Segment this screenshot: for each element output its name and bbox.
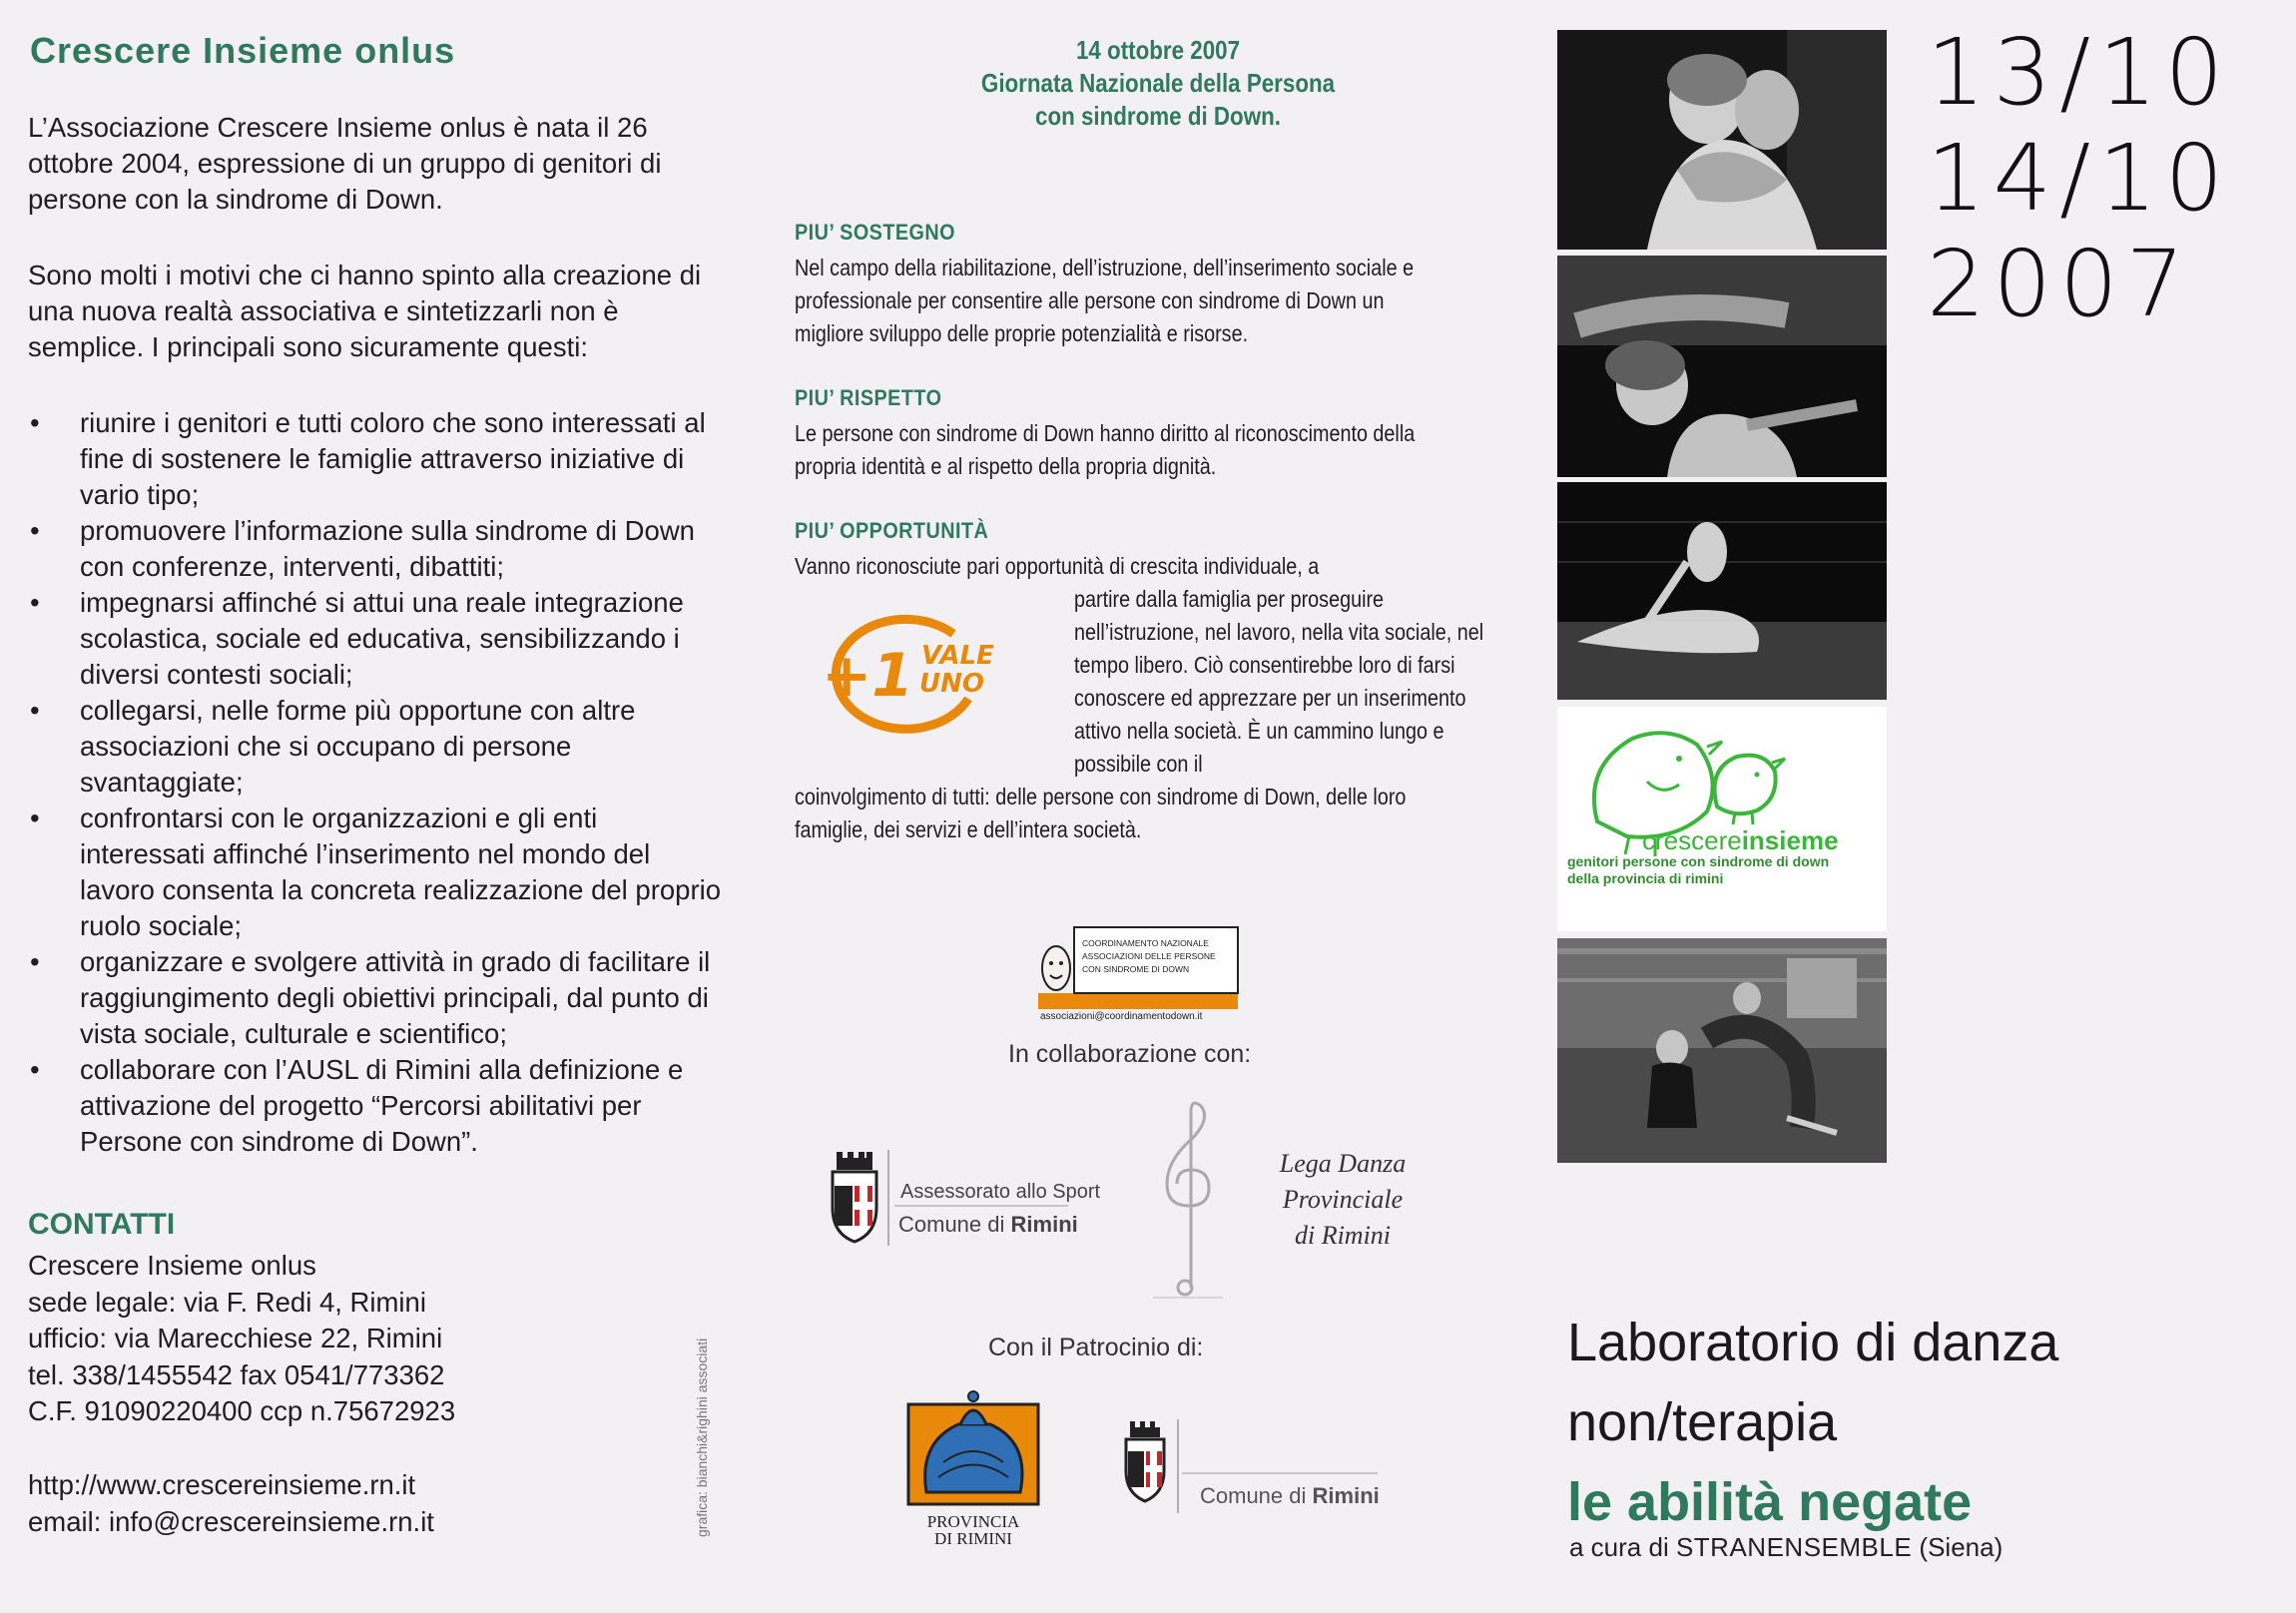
sport-line2: Comune di <box>898 1212 1011 1237</box>
crescere-insieme-logo <box>1557 707 1887 931</box>
graphics-credit: grafica: bianchi&righini associati <box>694 1338 710 1537</box>
contact-line: sede legale: via F. Redi 4, Rimini <box>28 1286 426 1318</box>
contact-line: C.F. 91090220400 ccp n.75672923 <box>28 1395 456 1426</box>
event-date: 14 ottobre 2007 <box>1075 35 1241 65</box>
comune-rimini-logo <box>1118 1417 1378 1517</box>
date-line: 14/10 <box>1927 125 2232 232</box>
comune-rimini-sport-logo <box>829 1146 1101 1256</box>
contacts-block <box>28 1248 455 1430</box>
middle-panel <box>759 0 1527 1613</box>
section-text-rispetto: Le persone con sindrome di Down hanno diritto al riconoscimento della propria identità e al rispetto della propria dignità. <box>795 420 1416 479</box>
title-line3: le abilità negate <box>1567 1472 1973 1532</box>
section-text-sostegno: Nel campo della riabilitazione, dell’istruzione, dell’inserimento sociale e professionale per consentire alle persone con sindrome di Down un migliore sviluppo delle proprie potenzialità e risorse. <box>795 255 1415 346</box>
dance-photo-4 <box>1557 938 1887 1163</box>
vale-uno-logo <box>804 604 1013 734</box>
brand-part1: crescere <box>1642 825 1742 855</box>
contacts-heading: CONTATTI <box>28 1208 176 1241</box>
contact-line: tel. 338/1455542 fax 0541/773362 <box>28 1358 445 1390</box>
curator-credit <box>1569 1532 2003 1563</box>
svg-text:Comune di Rimini <box>1200 1483 1380 1508</box>
motives-paragraph: Sono molti i motivi che ci hanno spinto alla creazione di una nuova realtà associativa e sintetizzarli non è semplice. I principali sono sicuramente questi: <box>28 260 702 362</box>
coordinamento-logo <box>1038 913 1238 1021</box>
lega-line: Lega Danza <box>1279 1149 1407 1178</box>
left-panel <box>0 0 759 1613</box>
org-title: Crescere Insieme onlus <box>30 30 456 71</box>
event-dates <box>1927 20 2231 337</box>
section-title-rispetto: PIU’ RISPETTO <box>795 385 942 410</box>
dance-photo-3 <box>1557 482 1887 700</box>
section-text-opportunita: Vanno riconosciute pari opportunità di crescita individuale, a <box>795 553 1320 579</box>
vale-text: VALE <box>921 641 994 671</box>
list-item: • promuovere l’informazione sulla sindrome di Down con conferenze, interventi, dibattiti; <box>28 513 727 585</box>
comune2-text: Comune di <box>1200 1483 1313 1508</box>
intro-paragraph: L’Associazione Crescere Insieme onlus è nata il 26 ottobre 2004, espressione di un gruppo di genitori di persone con la sindrome di Down. <box>28 112 662 215</box>
sport-line2-bold: Rimini <box>1010 1212 1078 1237</box>
section-title-opportunita: PIU’ OPPORTUNITÀ <box>795 518 989 543</box>
coord-line1: COORDINAMENTO NAZIONALE <box>1082 938 1209 948</box>
provincia-rimini-logo <box>898 1382 1048 1547</box>
list-item: • collaborare con l’AUSL di Rimini alla definizione e attivazione del progetto “Percorsi abilitativi per Persone con sindrome di Down”. <box>28 1052 727 1160</box>
list-item: • confrontarsi con le organizzazioni e gli enti interessati affinché l’inserimento nel mondo del lavoro consenta la concreta realizzazione del proprio ruolo sociale; <box>28 801 727 944</box>
lega-line: di Rimini <box>1294 1221 1392 1250</box>
website-link[interactable]: http://www.crescereinsieme.rn.it <box>28 1469 416 1500</box>
lega-danza-logo <box>1258 1146 1428 1254</box>
list-item: • impegnarsi affinché si attui una reale integrazione scolastica, sociale ed educativa, sensibilizzando i diversi contesti sociali; <box>28 585 727 693</box>
event-name-cont: con sindrome di Down. <box>1035 101 1281 131</box>
provincia-line1: PROVINCIA <box>926 1512 1020 1531</box>
section-text-opportunita-cont: partire dalla famiglia per proseguire nell’istruzione, nel lavoro, nella vita sociale, nel tempo libero. Ciò consentirebbe loro di farsi conoscere ed apprezzare per un inserimento attivo nella società. È un cammino lungo e possibile con il <box>1074 586 1484 777</box>
coord-line3: CON SINDROME DI DOWN <box>1082 964 1190 974</box>
dance-photo-1 <box>1557 30 1887 250</box>
lega-line: Provinciale <box>1282 1185 1404 1214</box>
curator-name: STRANENSEMBLE <box>1675 1532 1913 1562</box>
date-line: 13/10 <box>1927 19 2232 126</box>
web-contacts <box>28 1467 434 1540</box>
plus-one-text: +1 <box>822 641 914 711</box>
title-line2: non/terapia <box>1567 1392 1838 1452</box>
goals-list <box>28 405 727 1160</box>
section-text-opportunita-end: coinvolgimento di tutti: delle persone con sindrome di Down, delle loro famiglie, dei servizi e dell’intera società. <box>795 784 1407 842</box>
coord-line2: ASSOCIAZIONI DELLE PERSONE <box>1082 951 1216 961</box>
treble-clef-icon <box>1153 1098 1223 1308</box>
email-link[interactable]: email: info@crescereinsieme.rn.it <box>28 1505 434 1537</box>
svg-text:Comune di Rimini <box>898 1212 1078 1237</box>
list-item: • collegarsi, nelle forme più opportune con altre associazioni che si occupano di persone svantaggiate; <box>28 693 727 801</box>
date-line: 2007 <box>1927 231 2193 337</box>
logo-tagline2: della provincia di rimini <box>1567 870 1724 886</box>
event-header <box>909 34 1408 133</box>
curator-prefix: a cura di <box>1569 1532 1676 1562</box>
list-item: • organizzare e svolgere attività in grado di facilitare il raggiungimento degli obiettivi principali, dal punto di vista sociale, culturale e scientifico; <box>28 944 727 1052</box>
logo-tagline1: genitori persone con sindrome di down <box>1567 853 1830 869</box>
title-line1: Laboratorio di danza <box>1567 1313 2059 1372</box>
section-title-sostegno: PIU’ SOSTEGNO <box>795 220 955 245</box>
list-item: • riunire i genitori e tutti coloro che sono interessati al fine di sostenere le famiglie attraverso iniziative di vario tipo; <box>28 405 727 513</box>
collaboration-label: In collaborazione con: <box>1008 1040 1252 1068</box>
provincia-line2: DI RIMINI <box>934 1529 1012 1548</box>
contact-line: Crescere Insieme onlus <box>28 1250 316 1281</box>
dance-photo-2 <box>1557 256 1887 477</box>
uno-text: UNO <box>919 669 984 699</box>
event-title <box>1567 1303 2058 1542</box>
patronage-label: Con il Patrocinio di: <box>988 1334 1204 1361</box>
right-panel <box>1527 0 2296 1613</box>
coord-email: associazioni@coordinamentodown.it <box>1040 1011 1203 1022</box>
event-name: Giornata Nazionale della Persona <box>980 68 1336 98</box>
brand-part2: insieme <box>1741 825 1839 855</box>
curator-place: (Siena) <box>1912 1532 2004 1562</box>
contact-line: ufficio: via Marecchiese 22, Rimini <box>28 1323 443 1353</box>
comune2-bold: Rimini <box>1312 1483 1380 1508</box>
svg-text:crescereinsieme <box>1642 825 1839 855</box>
sport-line1: Assessorato allo Sport <box>900 1181 1101 1203</box>
